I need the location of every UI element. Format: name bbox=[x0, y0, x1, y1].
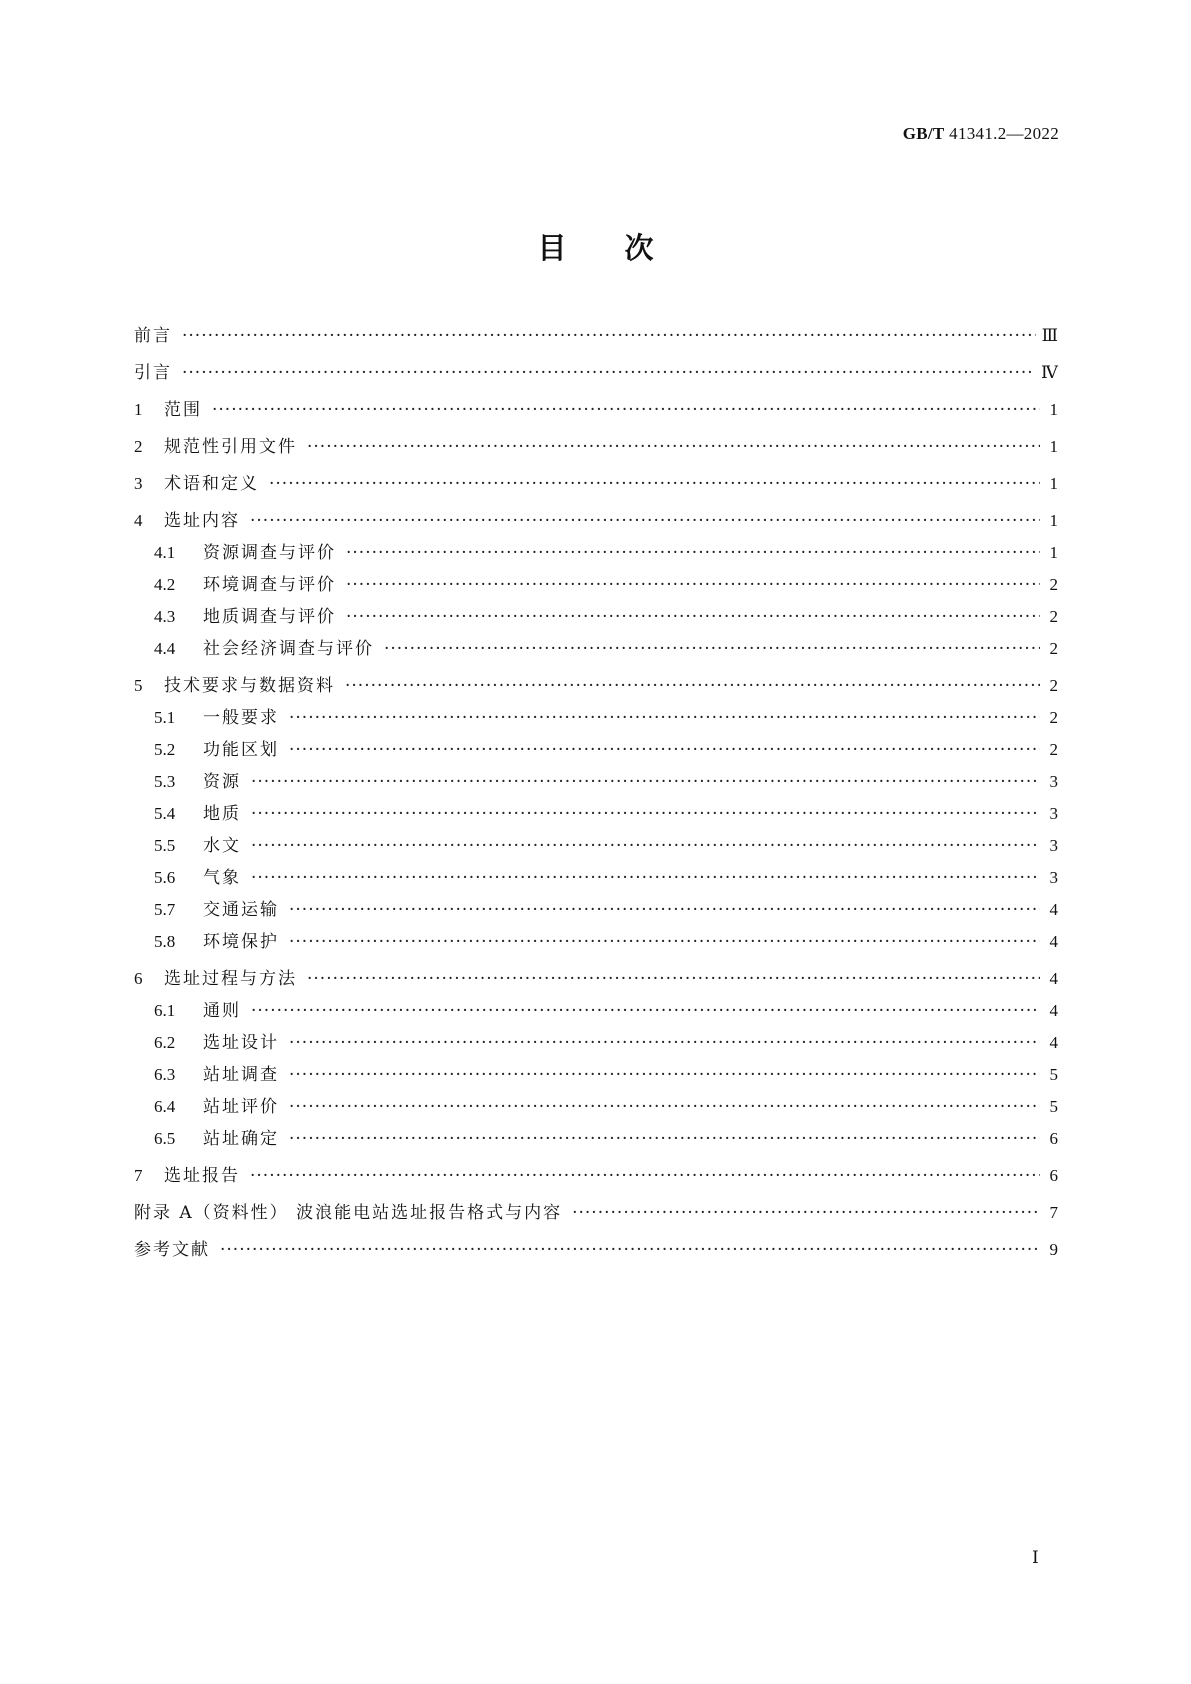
toc-entry-label: 水文 bbox=[203, 836, 241, 856]
toc-entry-page: 2 bbox=[1049, 708, 1058, 727]
toc-leader-dots bbox=[289, 899, 1040, 922]
toc-leader-dots bbox=[307, 968, 1040, 991]
toc-leader-dots bbox=[346, 606, 1040, 629]
toc-entry-label: 通则 bbox=[203, 1001, 241, 1021]
toc-entry-page: 3 bbox=[1049, 868, 1058, 887]
toc-entry[interactable] bbox=[134, 398, 1058, 422]
toc-entry-label: 一般要求 bbox=[203, 708, 279, 728]
toc-leader-dots bbox=[384, 638, 1040, 661]
toc-entry-label: 规范性引用文件 bbox=[164, 437, 297, 457]
toc-entry-page: 2 bbox=[1049, 575, 1058, 594]
toc-entry-number: 4.3 bbox=[154, 607, 176, 626]
toc-leader-dots bbox=[289, 1096, 1040, 1119]
toc-entry-page: 4 bbox=[1049, 900, 1058, 919]
toc-entry[interactable] bbox=[134, 509, 1058, 533]
toc-entry[interactable] bbox=[134, 802, 1058, 826]
toc-entry-label: 资源 bbox=[203, 772, 241, 792]
toc-entry[interactable] bbox=[134, 706, 1058, 730]
toc-entry-label: 选址设计 bbox=[203, 1033, 279, 1053]
toc-leader-dots bbox=[572, 1202, 1040, 1225]
toc-entry[interactable] bbox=[134, 770, 1058, 794]
toc-entry-page: 5 bbox=[1049, 1097, 1058, 1116]
toc-entry[interactable] bbox=[134, 999, 1058, 1023]
toc-entry-label: 功能区划 bbox=[203, 740, 279, 760]
toc-entry-number: 6.2 bbox=[154, 1033, 176, 1052]
toc-entry[interactable] bbox=[134, 674, 1058, 698]
toc-entry-number: 3 bbox=[134, 474, 143, 493]
toc-entry-number: 5.7 bbox=[154, 900, 176, 919]
toc-entry-label: 术语和定义 bbox=[164, 474, 259, 494]
toc-leader-dots bbox=[269, 473, 1040, 496]
toc-entry-page: 1 bbox=[1049, 543, 1058, 562]
toc-entry-page: 4 bbox=[1049, 969, 1058, 988]
toc-entry-number: 6 bbox=[134, 969, 143, 988]
toc-entry-page: 9 bbox=[1049, 1240, 1058, 1259]
toc-entry-number: 4 bbox=[134, 511, 143, 530]
toc-entry-number: 5.1 bbox=[154, 708, 176, 727]
toc-entry-page: 4 bbox=[1049, 1033, 1058, 1052]
toc-entry-page: 2 bbox=[1049, 740, 1058, 759]
toc-leader-dots bbox=[289, 1064, 1040, 1087]
toc-entry-page: 4 bbox=[1049, 932, 1058, 951]
toc-leader-dots bbox=[251, 803, 1040, 826]
toc-entry-number: 5 bbox=[134, 676, 143, 695]
toc-entry-page: 3 bbox=[1049, 772, 1058, 791]
toc-leader-dots bbox=[307, 436, 1040, 459]
toc-entry-page: Ⅲ bbox=[1041, 326, 1058, 345]
toc-entry-page: 2 bbox=[1049, 639, 1058, 658]
toc-entry[interactable] bbox=[134, 361, 1058, 385]
toc-entry[interactable] bbox=[134, 1238, 1058, 1262]
toc-entry-number: 5.5 bbox=[154, 836, 176, 855]
title-part-1: 目 bbox=[537, 231, 567, 265]
toc-entry-page: 3 bbox=[1049, 836, 1058, 855]
toc-entry-number: 5.2 bbox=[154, 740, 176, 759]
toc-entry-label: 附录 A（资料性） 波浪能电站选址报告格式与内容 bbox=[134, 1203, 563, 1223]
toc-entry-number: 5.8 bbox=[154, 932, 176, 951]
toc-entry-label: 选址内容 bbox=[164, 511, 240, 531]
toc-entry-number: 7 bbox=[134, 1166, 143, 1185]
page-title bbox=[0, 226, 1191, 267]
toc-entry-page: 6 bbox=[1049, 1166, 1058, 1185]
toc-leader-dots bbox=[289, 707, 1040, 730]
toc-entry-label: 参考文献 bbox=[134, 1240, 210, 1260]
toc-entry-number: 4.1 bbox=[154, 543, 176, 562]
toc-leader-dots bbox=[289, 1128, 1040, 1151]
toc-leader-dots bbox=[289, 739, 1040, 762]
toc-leader-dots bbox=[346, 574, 1040, 597]
toc-leader-dots bbox=[346, 542, 1040, 565]
toc-entry[interactable] bbox=[134, 738, 1058, 762]
toc-entry-number: 5.4 bbox=[154, 804, 176, 823]
toc-entry-page: 6 bbox=[1049, 1129, 1058, 1148]
toc-entry-label: 资源调查与评价 bbox=[203, 543, 336, 563]
toc-leader-dots bbox=[289, 931, 1040, 954]
toc-entry[interactable] bbox=[134, 1201, 1058, 1225]
toc-entry-label: 气象 bbox=[203, 868, 241, 888]
toc-entry-label: 站址确定 bbox=[203, 1129, 279, 1149]
toc-entry-page: 1 bbox=[1049, 400, 1058, 419]
standard-header bbox=[903, 124, 1059, 144]
toc-entry[interactable] bbox=[134, 435, 1058, 459]
toc-leader-dots bbox=[212, 399, 1040, 422]
toc-entry-label: 站址评价 bbox=[203, 1097, 279, 1117]
toc-entry[interactable] bbox=[134, 1095, 1058, 1119]
toc-entry[interactable] bbox=[134, 605, 1058, 629]
toc-leader-dots bbox=[220, 1239, 1040, 1262]
toc-leader-dots bbox=[250, 1165, 1040, 1188]
toc-entry-page: 3 bbox=[1049, 804, 1058, 823]
toc-entry-label: 前言 bbox=[134, 326, 172, 346]
toc-entry-number: 6.4 bbox=[154, 1097, 176, 1116]
toc-entry[interactable] bbox=[134, 898, 1058, 922]
toc-entry-number: 6.1 bbox=[154, 1001, 176, 1020]
toc-entry-number: 2 bbox=[134, 437, 143, 456]
toc-entry[interactable] bbox=[134, 324, 1058, 348]
toc-entry-page: 4 bbox=[1049, 1001, 1058, 1020]
toc-entry-number: 4.4 bbox=[154, 639, 176, 658]
toc-entry-label: 地质 bbox=[203, 804, 241, 824]
title-part-2: 次 bbox=[624, 231, 654, 265]
toc-entry-label: 技术要求与数据资料 bbox=[164, 676, 335, 696]
toc-entry-number: 4.2 bbox=[154, 575, 176, 594]
toc-entry-page: 5 bbox=[1049, 1065, 1058, 1084]
toc-entry-number: 1 bbox=[134, 400, 143, 419]
toc-leader-dots bbox=[251, 1000, 1040, 1023]
toc-entry-page: 1 bbox=[1049, 474, 1058, 493]
toc-entry[interactable] bbox=[134, 930, 1058, 954]
toc-entry-page: Ⅳ bbox=[1041, 363, 1058, 382]
toc-entry-label: 社会经济调查与评价 bbox=[203, 639, 374, 659]
toc-leader-dots bbox=[182, 325, 1036, 348]
toc-entry[interactable] bbox=[134, 637, 1058, 661]
toc-entry-label: 选址过程与方法 bbox=[164, 969, 297, 989]
toc-leader-dots bbox=[289, 1032, 1040, 1055]
toc-entry[interactable] bbox=[134, 967, 1058, 991]
toc-entry[interactable] bbox=[134, 472, 1058, 496]
toc-entry-label: 地质调查与评价 bbox=[203, 607, 336, 627]
toc-entry-label: 环境保护 bbox=[203, 932, 279, 952]
toc-leader-dots bbox=[251, 835, 1040, 858]
toc-entry-page: 1 bbox=[1049, 511, 1058, 530]
toc-entry[interactable] bbox=[134, 1164, 1058, 1188]
toc-entry-page: 2 bbox=[1049, 676, 1058, 695]
toc-leader-dots bbox=[182, 362, 1035, 385]
toc-entry[interactable] bbox=[134, 866, 1058, 890]
standard-number: 41341.2—2022 bbox=[949, 124, 1059, 143]
toc-entry-label: 选址报告 bbox=[164, 1166, 240, 1186]
toc-entry[interactable] bbox=[134, 1031, 1058, 1055]
toc-entry-label: 站址调查 bbox=[203, 1065, 279, 1085]
page-number: Ⅰ bbox=[1032, 1548, 1039, 1567]
toc-entry-number: 6.5 bbox=[154, 1129, 176, 1148]
toc-entry-label: 范围 bbox=[164, 400, 202, 420]
toc-leader-dots bbox=[251, 771, 1040, 794]
toc-entry-label: 交通运输 bbox=[203, 900, 279, 920]
toc-entry[interactable] bbox=[134, 834, 1058, 858]
table-of-contents bbox=[134, 324, 1058, 1262]
toc-leader-dots bbox=[251, 867, 1040, 890]
toc-entry-label: 环境调查与评价 bbox=[203, 575, 336, 595]
toc-entry-number: 6.3 bbox=[154, 1065, 176, 1084]
toc-entry[interactable] bbox=[134, 1063, 1058, 1087]
toc-entry-label: 引言 bbox=[134, 363, 172, 383]
toc-entry[interactable] bbox=[134, 573, 1058, 597]
standard-code: GB/T bbox=[902, 124, 945, 143]
toc-entry-page: 2 bbox=[1049, 607, 1058, 626]
toc-entry[interactable] bbox=[134, 541, 1058, 565]
toc-entry-page: 1 bbox=[1049, 437, 1058, 456]
toc-entry-number: 5.6 bbox=[154, 868, 176, 887]
toc-entry-number: 5.3 bbox=[154, 772, 176, 791]
toc-leader-dots bbox=[345, 675, 1040, 698]
toc-leader-dots bbox=[250, 510, 1040, 533]
toc-entry[interactable] bbox=[134, 1127, 1058, 1151]
toc-entry-page: 7 bbox=[1049, 1203, 1058, 1222]
